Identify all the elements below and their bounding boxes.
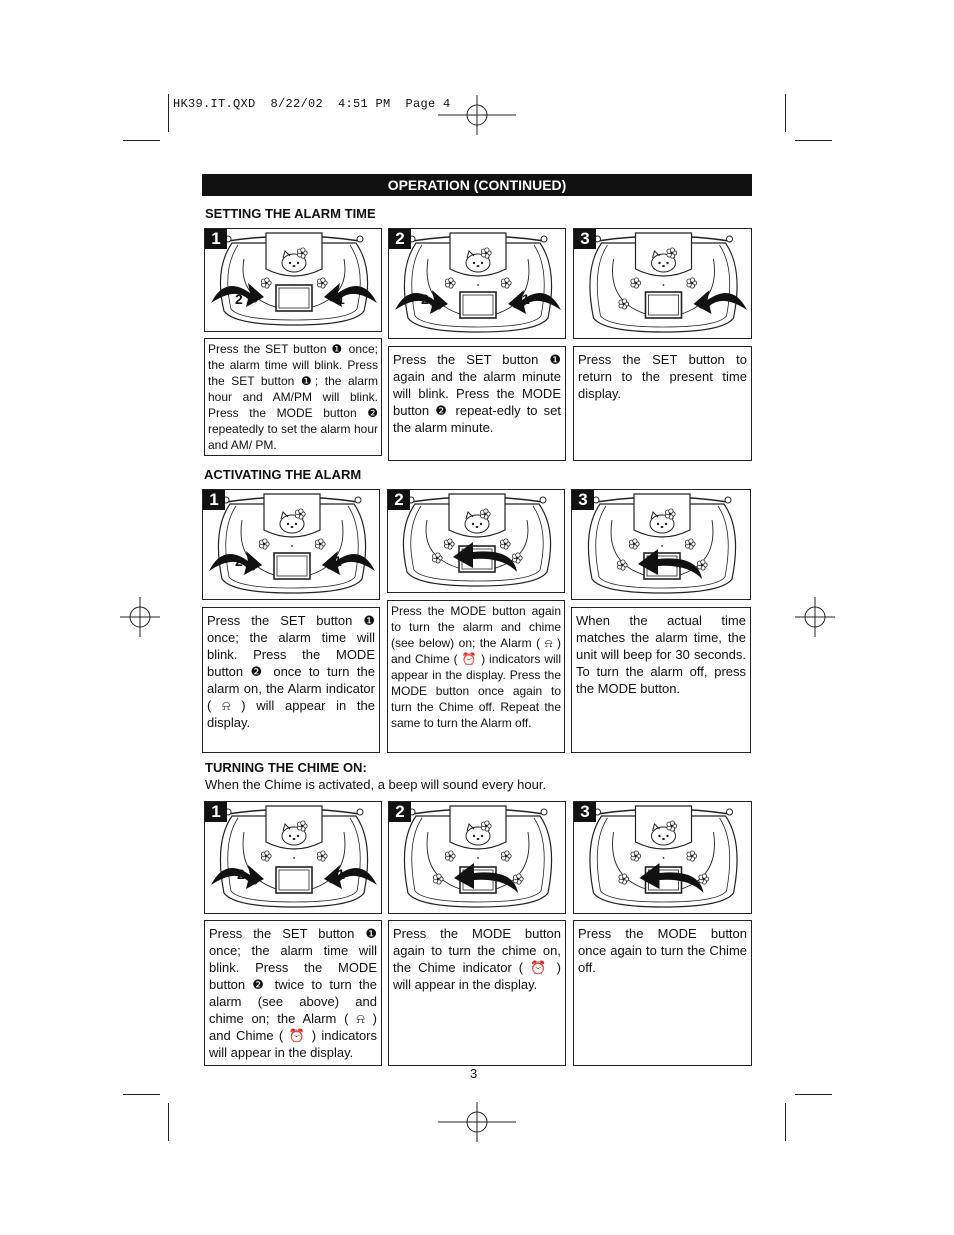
button-callout-1: 1 (337, 866, 345, 882)
step-instruction: Press the MODE button once again to turn the Chime off. (573, 920, 752, 1066)
step-instruction: Press the MODE button again to turn the chime on, the Chime indicator ( ⏰ ) will appear in the display. (388, 920, 566, 1066)
crop-mark (795, 1094, 832, 1095)
step-number: 3 (574, 802, 596, 822)
step-illustration (387, 489, 565, 593)
section-heading-chime: TURNING THE CHIME ON: (205, 760, 367, 775)
step-number: 1 (205, 229, 227, 249)
registration-mark-right (795, 597, 835, 637)
crop-mark (785, 1103, 786, 1141)
step-instruction: Press the SET button ❶ once; the alarm time will blink. Press the MODE button ❷ twice to turn the alarm (see above) and chime on; the Alarm ( ⍾ ) and Chime ( ⏰ ) indicators will appear in the display. (204, 920, 382, 1066)
step-illustration (573, 801, 752, 914)
step-instruction: Press the SET button to return to the present time display. (573, 346, 752, 461)
step-illustration (388, 228, 566, 339)
crop-mark (168, 1103, 169, 1141)
step-number: 1 (205, 802, 227, 822)
button-callout-2: 2 (421, 291, 429, 307)
step-instruction: Press the MODE button again to turn the alarm and chime (see below) on; the Alarm ( ⍾ ) and Chime ( ⏰ ) indicators will appear in the display. Press the MODE button once again to turn the Chime off. Repeat the same to turn the Alarm off. (387, 600, 565, 753)
step-number: 1 (203, 490, 225, 510)
step-illustration (204, 801, 382, 914)
button-callout-1: 1 (522, 291, 530, 307)
crop-mark (795, 140, 832, 141)
step-illustration (202, 489, 380, 600)
step-number: 2 (389, 802, 411, 822)
crop-mark (785, 94, 786, 132)
button-callout-2: 2 (237, 866, 245, 882)
step-illustration (204, 228, 382, 332)
step-instruction: Press the SET button ❶ once; the alarm time will blink. Press the MODE button ❷ once to turn the alarm on, the Alarm indicator ( ⍾ ) will appear in the display. (202, 607, 380, 753)
step-instruction: Press the SET button ❶ once; the alarm time will blink. Press the SET button ❶; the alarm hour and AM/PM will blink. Press the MODE button ❷ repeatedly to set the alarm hour and AM/ PM. (204, 338, 382, 456)
crop-mark (168, 94, 169, 132)
step-number: 2 (388, 490, 410, 510)
section-heading-activating-alarm: ACTIVATING THE ALARM (204, 467, 362, 482)
button-callout-2: 2 (235, 553, 243, 569)
button-callout-2: 2 (235, 291, 243, 307)
step-illustration (571, 489, 751, 600)
step-instruction: Press the SET button ❶ again and the alarm minute will blink. Press the MODE button ❷ repeat-edly to set the alarm minute. (388, 346, 566, 461)
section-intro: When the Chime is activated, a beep will sound every hour. (205, 777, 547, 792)
section-banner: OPERATION (CONTINUED) (202, 174, 752, 196)
registration-mark-bottom (438, 1102, 516, 1142)
button-callout-1: 1 (337, 291, 345, 307)
step-number: 3 (574, 229, 596, 249)
registration-mark-left (120, 597, 160, 637)
step-illustration (573, 228, 752, 339)
crop-mark (123, 140, 160, 141)
step-number: 3 (572, 490, 594, 510)
button-callout-1: 1 (334, 553, 342, 569)
file-slug: HK39.IT.QXD 8/22/02 4:51 PM Page 4 (173, 97, 451, 111)
section-heading-setting-alarm: SETTING THE ALARM TIME (205, 206, 376, 221)
step-illustration (388, 801, 566, 914)
page-number: 3 (470, 1066, 478, 1081)
step-instruction: When the actual time matches the alarm time, the unit will beep for 30 seconds. To turn the alarm off, press the MODE button. (571, 607, 751, 753)
step-number: 2 (389, 229, 411, 249)
crop-mark (123, 1094, 160, 1095)
registration-mark-top (438, 95, 516, 135)
